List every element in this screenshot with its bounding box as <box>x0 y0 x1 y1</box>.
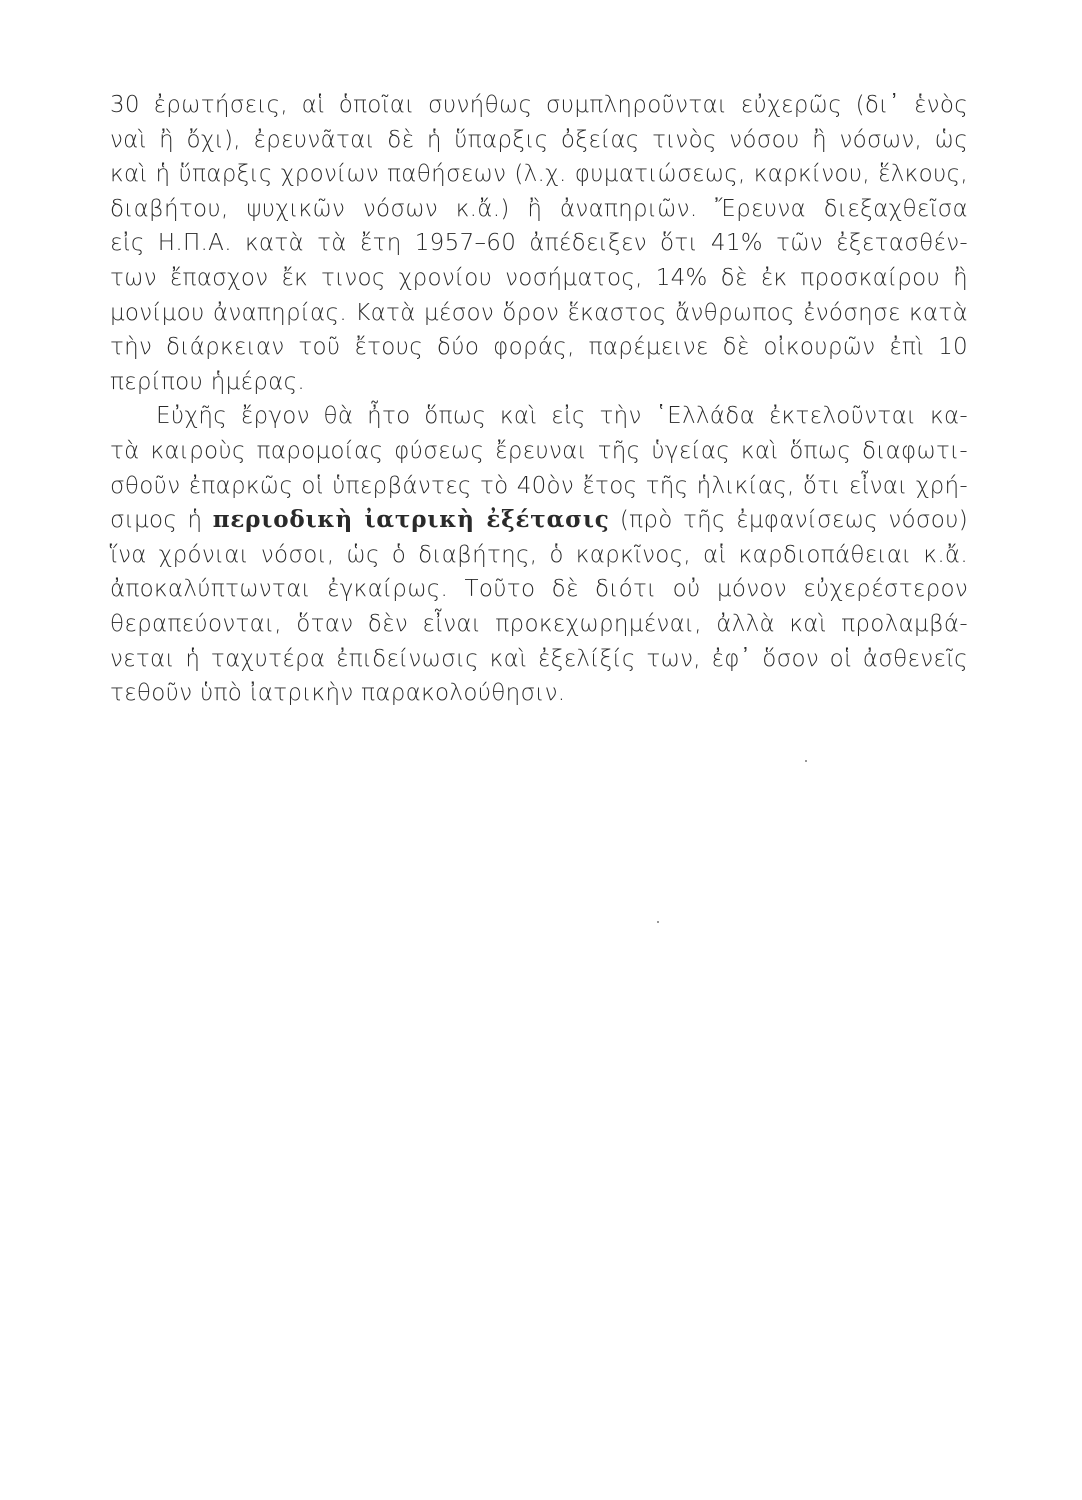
text-line: των ἔπασχον ἔκ τινος χρονίου νοσήματος, 14% δὲ ἐκ προσκαίρου ἢ <box>110 264 968 291</box>
text-line: νεται ἡ ταχυτέρα ἐπιδείνωσις καὶ ἐξελίξίς των, ἐφ᾽ ὅσον οἱ ἀσθενεῖς <box>110 645 968 672</box>
text-line: ναὶ ἢ ὄχι), ἐρευνᾶται δὲ ἡ ὕπαρξις ὀξείας τινὸς νόσου ἢ νόσων, ὡς <box>110 126 968 153</box>
text-line: τὰ καιροὺς παρομοίας φύσεως ἔρευναι τῆς ὑγείας καὶ ὅπως διαφωτι- <box>110 437 968 464</box>
text-line: διαβήτου, ψυχικῶν νόσων κ.ἄ.) ἢ ἀναπηριῶν. Ἔρευνα διεξαχθεῖσα <box>110 195 968 222</box>
text-line: θεραπεύονται, ὅταν δὲν εἶναι προκεχωρημέναι, ἀλλὰ καὶ προλαμβά- <box>110 610 968 637</box>
text-line: τὴν διάρκειαν τοῦ ἔτους δύο φοράς, παρέμεινε δὲ οἰκουρῶν ἐπὶ 10 <box>110 334 968 361</box>
text-line: τεθοῦν ὑπὸ ἰατρικὴν παρακολούθησιν. <box>110 680 566 707</box>
scan-speck <box>657 921 659 923</box>
text-line: ἵνα χρόνιαι νόσοι, ὡς ὁ διαβήτης, ὁ καρκῖνος, αἱ καρδιοπάθειαι κ.ἄ. <box>110 541 968 568</box>
body-text <box>110 88 968 711</box>
text-line: σθοῦν ἐπαρκῶς οἱ ὑπερβάντες τὸ 40ὸν ἔτος τῆς ἡλικίας, ὅτι εἶναι χρή- <box>110 472 968 499</box>
paragraph-2 <box>110 399 968 710</box>
text-line: Εὐχῆς ἔργον θὰ ἦτο ὅπως καὶ εἰς τὴν ῾Ελλάδα ἐκτελοῦνται κα- <box>156 403 968 430</box>
text-line: 30 ἐρωτήσεις, αἱ ὁποῖαι συνήθως συμπληροῦνται εὐχερῶς (δι᾽ ἑνὸς <box>110 92 968 118</box>
scan-speck <box>805 760 807 762</box>
paragraph-1 <box>110 88 968 399</box>
text-line: ἀποκαλύπτωνται ἐγκαίρως. Τοῦτο δὲ διότι οὐ μόνον εὐχερέστερον <box>110 576 968 603</box>
text-segment: (πρὸ τῆς ἐμφανίσεως νόσου) <box>609 507 969 534</box>
text-line: καὶ ἡ ὕπαρξις χρονίων παθήσεων (λ.χ. φυματιώσεως, καρκίνου, ἕλκους, <box>110 161 968 188</box>
emphasized-term: περιοδικὴ ἰατρικὴ ἐξέτασις <box>212 506 610 534</box>
text-line <box>110 503 968 538</box>
text-line: εἰς Η.Π.Α. κατὰ τὰ ἔτη 1957–60 ἀπέδειξεν ὅτι 41% τῶν ἐξετασθέν- <box>110 230 968 257</box>
text-line: περίπου ἡμέρας. <box>110 368 306 395</box>
text-segment: σιμος ἡ <box>110 507 213 534</box>
text-line: μονίμου ἀναπηρίας. Κατὰ μέσον ὅρον ἕκαστος ἄνθρωπος ἐνόσησε κατὰ <box>110 299 968 326</box>
